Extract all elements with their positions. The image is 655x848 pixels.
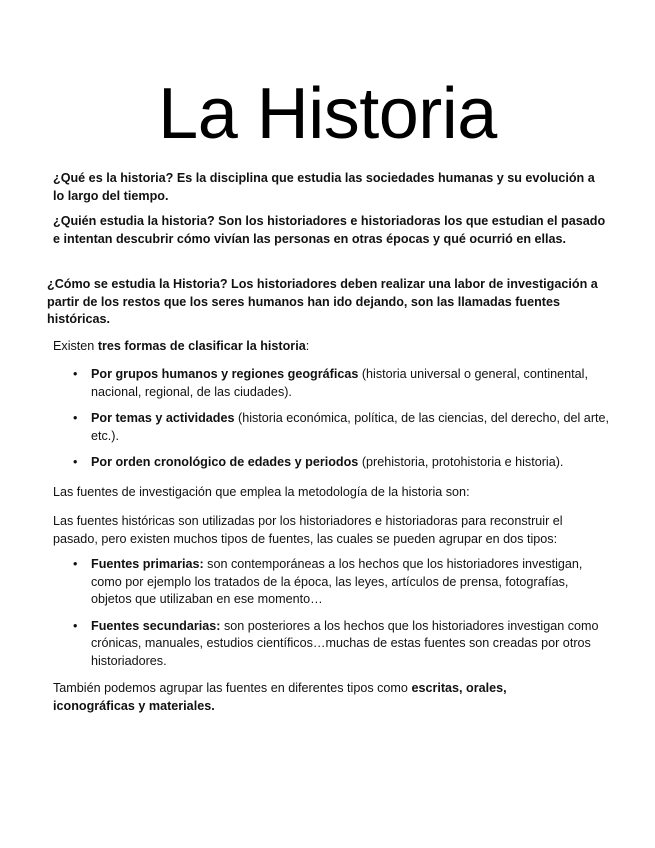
- list-item: [71, 618, 601, 671]
- page-title: La Historia: [158, 74, 497, 154]
- bullet-icon: •: [73, 557, 78, 571]
- formas-intro-text: Existen: [53, 339, 98, 353]
- list-item: [71, 454, 611, 472]
- paragraph-fuentes-historicas: Las fuentes históricas son utilizadas por los historiadores e historiadoras para reconstruir el pasado, pero existen muchos tipos de fuentes, las cuales se pueden agrupar en dos tipos:: [53, 514, 563, 546]
- list-item-text: son contemporáneas a los hechos que los historiadores investigan, como por ejemplo los tratados de la época, las leyes, artículos de prensa, fotografías, objetos que utilizaban en ese momento…: [91, 557, 583, 607]
- list-item-bold: Por grupos humanos y regiones geográficas: [91, 367, 359, 381]
- list-item: [71, 410, 611, 445]
- list-item: [71, 556, 601, 609]
- list-item-bold: Por temas y actividades: [91, 411, 235, 426]
- list-item: [71, 366, 611, 401]
- list-item-bold: Por orden cronológico de edades y periodos: [91, 455, 359, 470]
- bullet-icon: •: [73, 411, 78, 426]
- bullet-icon: •: [73, 367, 78, 381]
- list-item-text: (prehistoria, protohistoria e historia).: [358, 455, 564, 470]
- paragraph-formas-intro: [53, 338, 613, 356]
- formas-intro-colon: :: [305, 339, 310, 353]
- tipos-fuentes-text: También podemos agrupar las fuentes en diferentes tipos como: [53, 681, 412, 695]
- list-item-bold: Fuentes primarias:: [91, 557, 204, 571]
- tipos-fuentes-bold: escritas, orales, iconográficas y materiales.: [53, 681, 507, 713]
- list-item-bold: Fuentes secundarias:: [91, 618, 221, 633]
- bullet-icon: •: [73, 455, 78, 470]
- formas-intro-bold: tres formas de clasificar la historia: [97, 339, 306, 353]
- list-item-text: son posteriores a los hechos que los historiadores investigan como crónicas, manuales, estudios científicos…muchas de estas fuentes son creadas por otros historiadores.: [91, 618, 599, 668]
- paragraph-como-se-estudia: ¿Cómo se estudia la Historia? Los historiadores deben realizar una labor de investigación a partir de los restos que los seres humanos han ido dejando, son las llamadas fuentes históricas.: [47, 277, 598, 327]
- list-item-text: (historia universal o general, continental, nacional, regional, de las ciudades).: [91, 367, 588, 399]
- classification-list: [71, 366, 611, 472]
- paragraph-tipos-fuentes: [53, 680, 553, 715]
- bullet-icon: •: [73, 618, 78, 633]
- sources-list: [71, 556, 601, 671]
- paragraph-fuentes-intro: Las fuentes de investigación que emplea la metodología de la historia son:: [53, 485, 470, 499]
- paragraph-que-es: ¿Qué es la historia? Es la disciplina que estudia las sociedades humanas y su evolución a lo largo del tiempo.: [53, 171, 595, 203]
- paragraph-quien-estudia: ¿Quién estudia la historia? Son los historiadores e historiadoras los que estudian el pasado e intentan descubrir cómo vivían las personas en otras épocas y qué ocurrió en ellas.: [53, 214, 606, 246]
- list-item-text: (historia económica, política, de las ciencias, del derecho, del arte, etc.).: [91, 411, 610, 443]
